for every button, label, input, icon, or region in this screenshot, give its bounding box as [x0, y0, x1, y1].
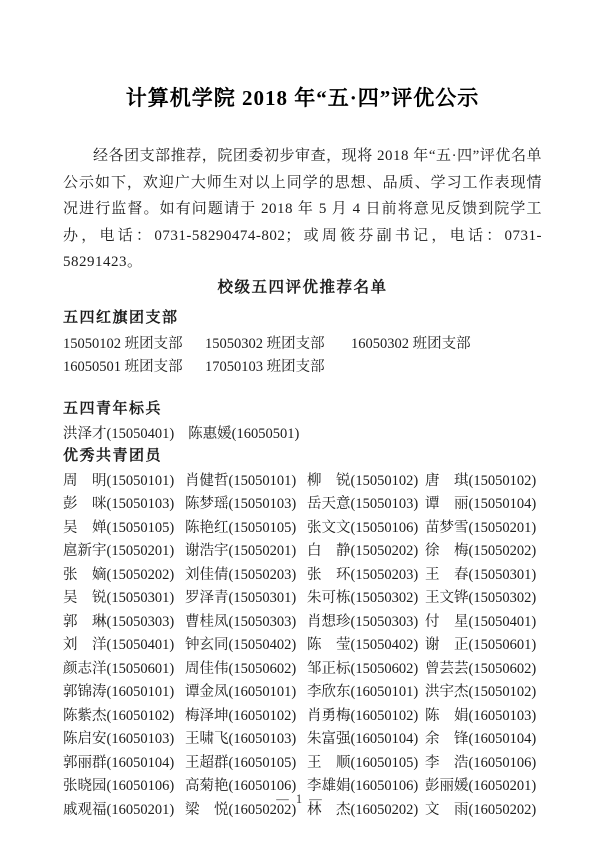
- member-cell: 谭 丽(15050104): [425, 496, 537, 512]
- member-cell: 吴 锐(15050301): [63, 590, 175, 606]
- member-cell: 苗梦雪(15050201): [425, 519, 537, 536]
- member-cell: 徐 梅(15050202): [425, 543, 537, 559]
- member-cell: 陈 莹(15050402): [307, 637, 419, 653]
- branch-cell: 15050302 班团支部: [205, 335, 325, 352]
- member-cell: 朱富强(16050104): [307, 731, 419, 747]
- member-cell: 王超群(16050105): [185, 754, 297, 771]
- member-cell: 林 杰(16050202): [307, 801, 419, 818]
- member-cell: 高菊艳(16050106): [185, 778, 297, 794]
- member-cell: 李雄娟(16050106): [307, 778, 419, 794]
- branch-cell: 15050102 班团支部: [63, 335, 183, 352]
- member-cell: 郭锦涛(16050101): [63, 684, 175, 700]
- member-cell: 王文铧(15050302): [425, 590, 537, 606]
- page-title: 计算机学院 2018 年“五·四”评优公示: [125, 86, 480, 110]
- intro-paragraph: 经各团支部推荐，院团委初步审查，现将 2018 年“五·四”评优名单公示如下，欢迎广大师生对以上同学的思想、品质、学习工作表现情况进行监督。如有问题请于 2018 年 5 月 4 日前将意见反馈到院学工办，电话：0731-58290474-802；或周筱芬副书记，电话：0731-58291423。: [63, 148, 542, 270]
- member-cell: 王 春(15050301): [425, 566, 537, 583]
- youth-model-cell: 洪泽才(15050401): [63, 425, 175, 442]
- member-cell: 岳天意(15050103): [307, 496, 419, 512]
- member-cell: 周 明(15050101): [63, 472, 175, 489]
- member-cell: 付 星(15050401): [425, 613, 537, 630]
- member-cell: 郭丽群(16050104): [63, 754, 175, 771]
- member-cell: 唐 琪(15050102): [425, 472, 537, 489]
- member-cell: 白 静(15050202): [307, 543, 419, 559]
- member-cell: 曹桂凤(15050303): [185, 613, 297, 630]
- member-cell: 扈新宇(15050201): [63, 543, 175, 559]
- section-heading-red-flag-branches: 五四红旗团支部: [63, 309, 179, 326]
- member-cell: 陈 娟(16050103): [425, 707, 537, 724]
- member-cell: 肖勇梅(16050102): [307, 707, 419, 724]
- member-cell: 颜志洋(15050601): [63, 660, 175, 677]
- member-cell: 陈启安(16050103): [63, 731, 175, 747]
- member-cell: 彭 咪(15050103): [63, 496, 175, 512]
- youth-model-list: [63, 425, 542, 443]
- member-cell: 刘 洋(15050401): [63, 637, 175, 653]
- page-number: — 1 —: [276, 792, 324, 806]
- member-cell: 谭金凤(16050101): [185, 684, 297, 700]
- member-cell: 梅泽坤(16050102): [185, 707, 297, 724]
- member-cell: 肖想珍(15050303): [307, 613, 419, 630]
- member-cell: 谢 正(15050601): [425, 637, 537, 653]
- member-cell: 梁 悦(16050202): [185, 801, 297, 818]
- member-cell: 张 嫡(15050202): [63, 566, 175, 583]
- outstanding-member-list: [63, 470, 542, 823]
- member-cell: 余 锋(16050104): [425, 731, 537, 747]
- member-cell: 吴 婵(15050105): [63, 519, 175, 536]
- member-cell: 彭丽媛(16050201): [425, 778, 537, 794]
- member-cell: 罗泽青(15050301): [185, 590, 297, 606]
- member-cell: 李欣东(16050101): [307, 684, 419, 700]
- member-cell: 陈艳红(15050105): [185, 519, 297, 536]
- member-cell: 文 雨(16050202): [425, 801, 537, 818]
- recommendation-list-subtitle: 校级五四评优推荐名单: [217, 278, 388, 296]
- member-cell: 曾芸芸(15050602): [425, 660, 537, 677]
- member-cell: 郭 琳(15050303): [63, 613, 175, 630]
- branch-cell: 16050501 班团支部: [63, 359, 183, 375]
- member-cell: 王 顺(16050105): [307, 754, 419, 771]
- member-cell: 戚观福(16050201): [63, 801, 175, 818]
- branch-cell: 17050103 班团支部: [205, 359, 325, 375]
- member-cell: 陈紫杰(16050102): [63, 707, 175, 724]
- member-cell: 陈梦瑶(15050103): [185, 496, 297, 512]
- section-heading-outstanding-members: 优秀共青团员: [63, 447, 163, 464]
- member-cell: 张文文(15050106): [307, 519, 419, 536]
- member-cell: 李 浩(16050106): [425, 754, 537, 771]
- member-cell: 洪宇杰(15050102): [425, 684, 537, 700]
- member-cell: 刘佳倩(15050203): [185, 566, 297, 583]
- member-cell: 谢浩宇(15050201): [185, 543, 297, 559]
- member-cell: 肖健哲(15050101): [185, 472, 297, 489]
- section-heading-youth-models: 五四青年标兵: [63, 400, 163, 417]
- member-cell: 王啸飞(16050103): [185, 731, 297, 747]
- member-cell: 张晓园(16050106): [63, 778, 175, 794]
- member-cell: 周佳伟(15050602): [185, 660, 297, 677]
- youth-model-cell: 陈惠媛(16050501): [188, 425, 300, 442]
- member-cell: 邹正标(15050602): [307, 660, 419, 677]
- member-cell: 朱可栋(15050302): [307, 590, 419, 606]
- branch-cell: 16050302 班团支部: [351, 335, 471, 352]
- member-cell: 钟玄同(15050402): [185, 637, 297, 653]
- member-cell: 张 环(15050203): [307, 566, 419, 583]
- red-flag-branch-list: [63, 333, 542, 380]
- member-cell: 柳 锐(15050102): [307, 472, 419, 489]
